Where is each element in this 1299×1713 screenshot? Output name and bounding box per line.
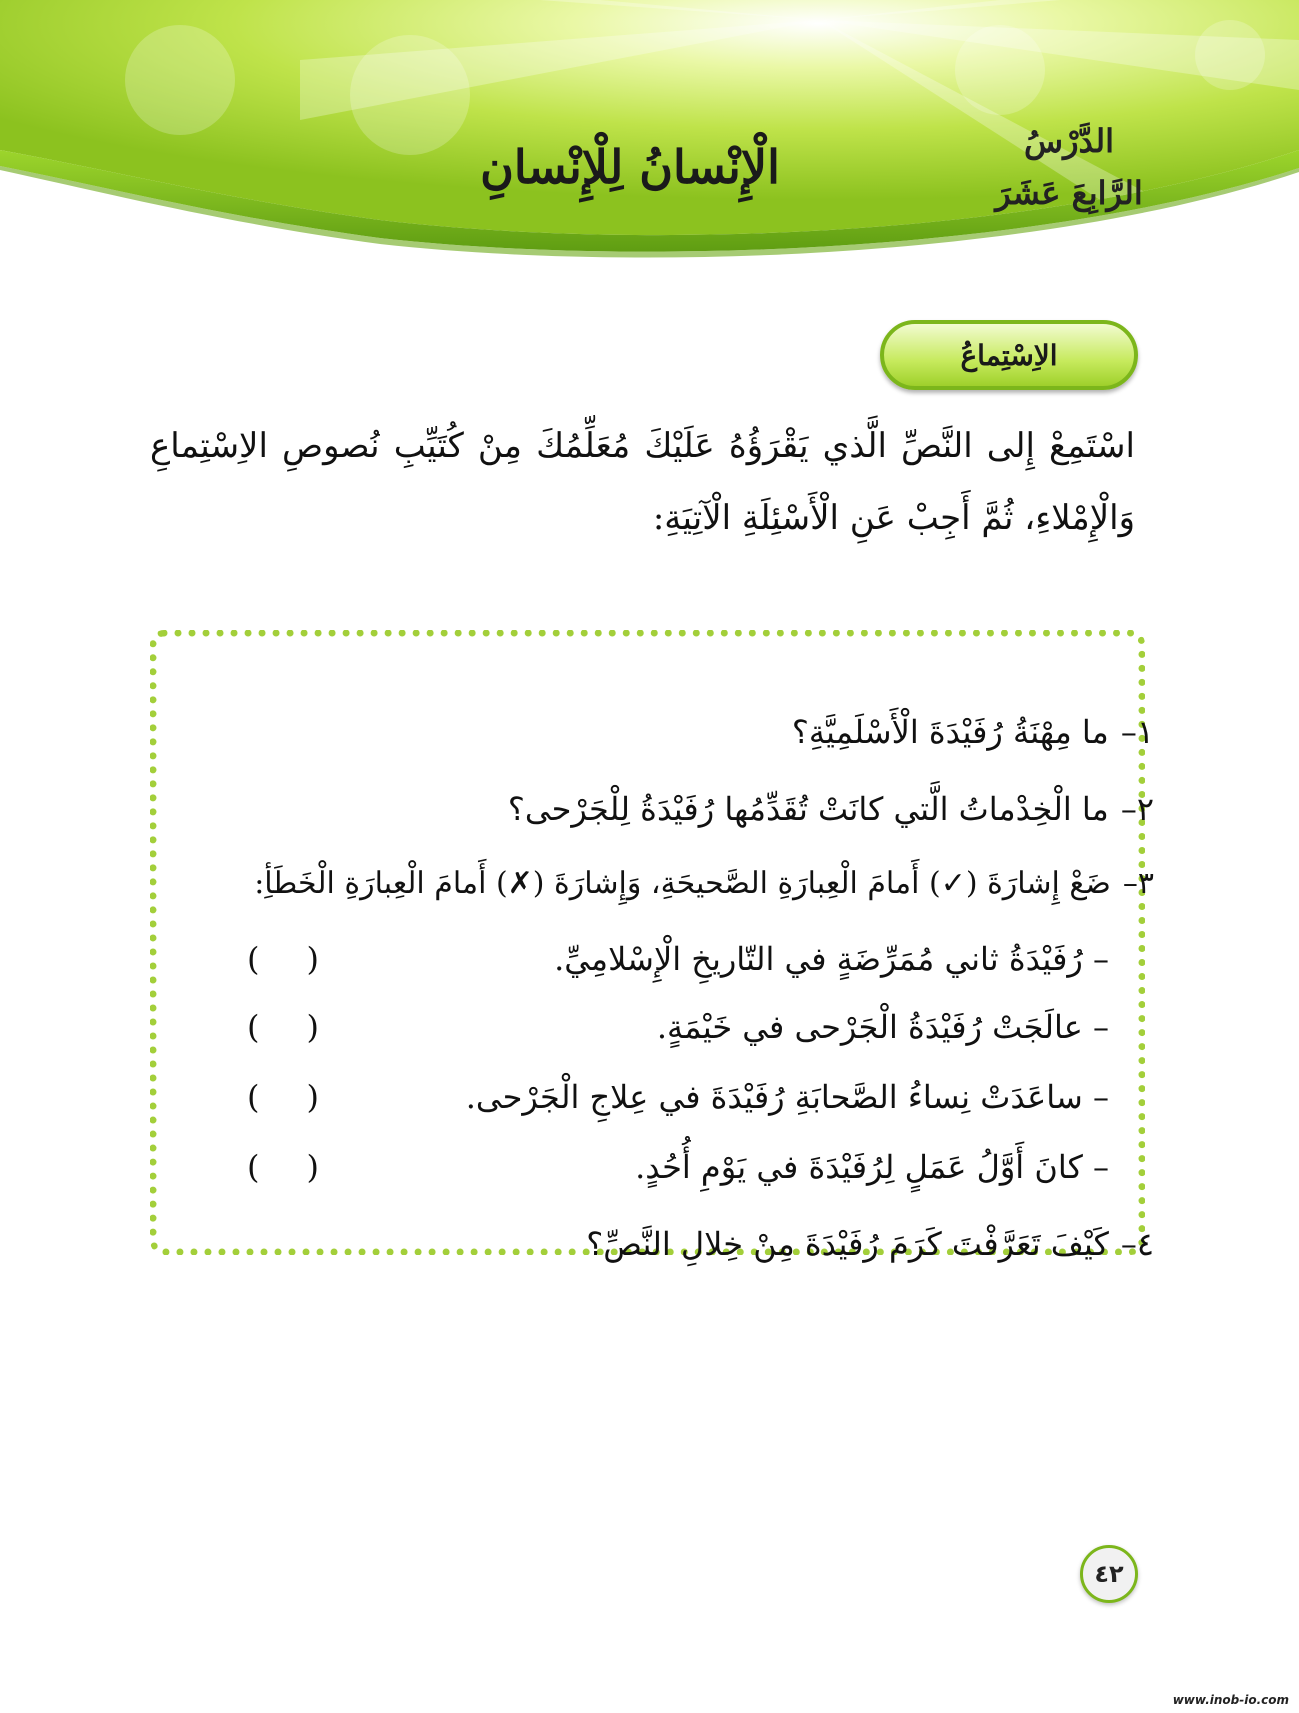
statement-4: – كانَ أَوَّلُ عَمَلٍ لِرُفَيْدَةَ في يَوْمِ أُحُدٍ. [635, 1148, 1109, 1186]
statement-3: – ساعَدَتْ نِساءُ الصَّحابَةِ رُفَيْدَةَ في عِلاجِ الْجَرْحى. [465, 1078, 1109, 1116]
answer-slot-1[interactable] [247, 940, 319, 978]
instruction-paragraph: اسْتَمِعْ إِلى النَّصِّ الَّذي يَقْرَؤُهُ عَلَيْكَ مُعَلِّمُكَ مِنْ كُتَيِّبِ نُصوصِ الاِسْتِماعِ وَالْإِمْلاءِ، ثُمَّ أَجِبْ عَنِ الْأَسْئِلَةِ الْآتِيَةِ: [150, 426, 1135, 538]
paren-open: ( [247, 1008, 260, 1046]
question-1 [792, 713, 1154, 751]
paren-open: ( [247, 940, 260, 978]
question-2 [508, 790, 1154, 828]
question-number: ٤– [1120, 1225, 1154, 1263]
question-text: ما الْخِدْماتُ الَّتي كانَتْ تُقَدِّمُها رُفَيْدَةُ لِلْجَرْحى؟ [507, 790, 1109, 828]
paren-close: ) [306, 1078, 319, 1116]
question-number: ٣– [1122, 866, 1154, 901]
lesson-label-line1: الدَّرْسُ [1024, 122, 1114, 160]
lesson-label-line2: الرَّابِعَ عَشَرَ [995, 174, 1143, 212]
lesson-title: الْإِنْسانُ لِلْإِنْسانِ [480, 140, 780, 194]
question-number: ١– [1120, 713, 1154, 751]
question-number: ٢– [1120, 790, 1154, 828]
paren-open: ( [247, 1078, 260, 1116]
paren-open: ( [247, 1148, 260, 1186]
statement-1: – رُفَيْدَةُ ثاني مُمَرِّضَةٍ في التّاريخِ الْإِسْلامِيِّ. [554, 940, 1109, 978]
answer-slot-2[interactable] [247, 1008, 319, 1046]
listening-section-label: الاِسْتِماعُ [880, 320, 1138, 390]
paren-close: ) [306, 940, 319, 978]
page-number: ٤٢ [1080, 1545, 1138, 1603]
question-text: كَيْفَ تَعَرَّفْتَ كَرَمَ رُفَيْدَةَ مِنْ خِلالِ النَّصِّ؟ [586, 1225, 1109, 1263]
answer-slot-4[interactable] [247, 1148, 319, 1186]
question-text: ضَعْ إِشارَةَ (✓) أَمامَ الْعِبارَةِ الصَّحيحَةِ، وَإِشارَةَ (✗) أَمامَ الْعِبارَةِ الْخَطَأِ: [254, 866, 1111, 901]
watermark: www.inob-io.com [1172, 1693, 1289, 1707]
lesson-number-label [989, 115, 1149, 219]
statement-2: – عالَجَتْ رُفَيْدَةُ الْجَرْحى في خَيْمَةٍ. [656, 1008, 1109, 1046]
answer-slot-3[interactable] [247, 1078, 319, 1116]
question-text: ما مِهْنَةُ رُفَيْدَةَ الْأَسْلَمِيَّةِ؟ [791, 713, 1109, 751]
question-4 [586, 1225, 1154, 1263]
paren-close: ) [306, 1148, 319, 1186]
question-3 [254, 866, 1154, 901]
paren-close: ) [306, 1008, 319, 1046]
